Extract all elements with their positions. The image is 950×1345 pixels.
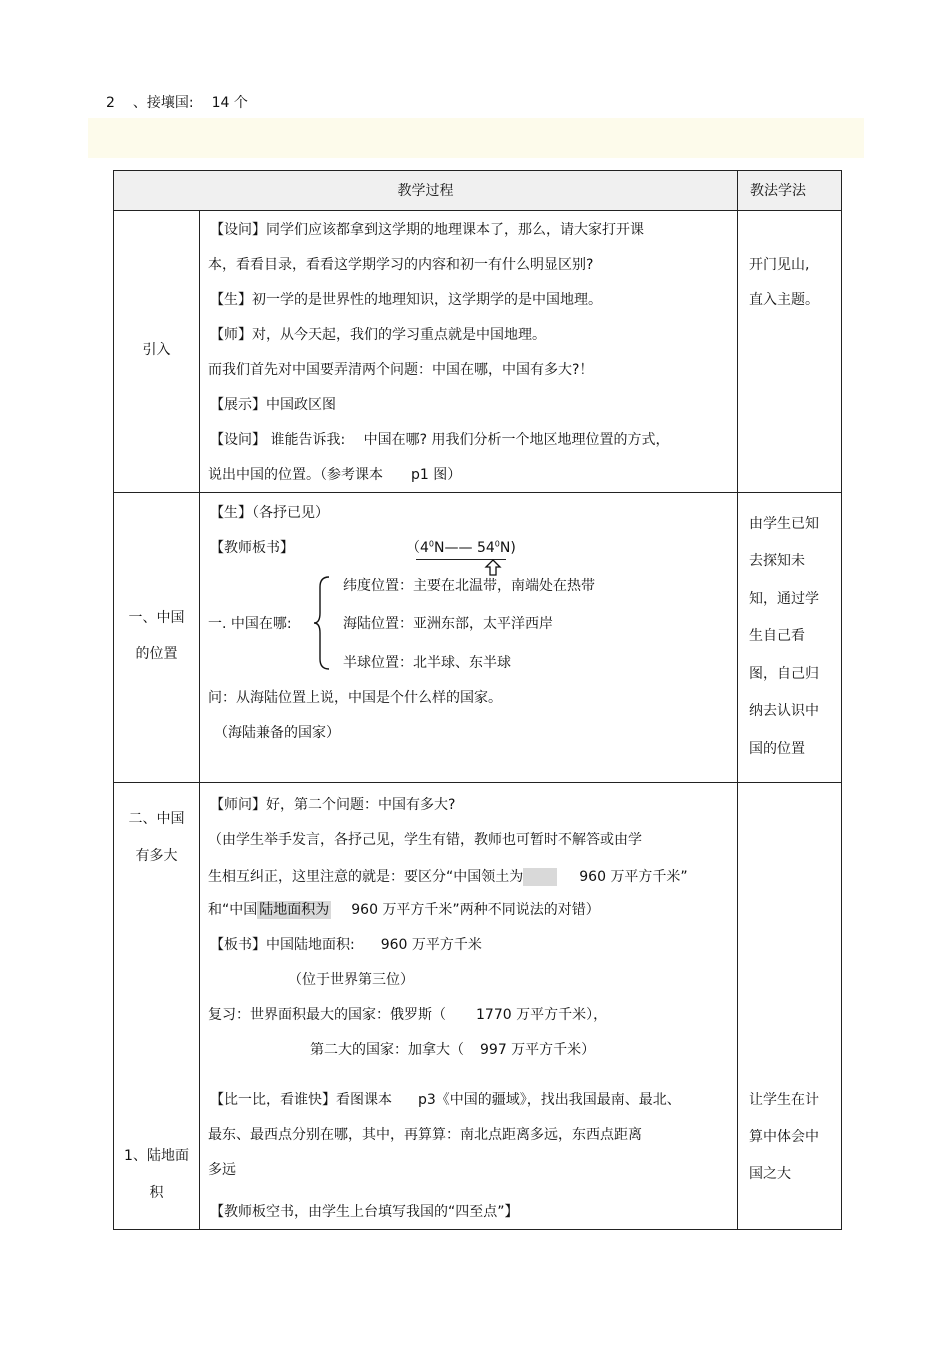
- where-label: 一. 中国在哪:: [208, 616, 292, 632]
- intro-line-6: 【展示】中国政区图: [210, 397, 336, 413]
- intro-method-cell: [738, 211, 842, 493]
- intro-content-cell: [200, 211, 738, 493]
- up-arrow-icon: [484, 559, 502, 577]
- degree-mark-1: 0: [428, 539, 435, 549]
- size-line-5b: 960 万平方千米: [380, 937, 482, 953]
- size-line-4c: 960 万平方千米”两种不同说法的对错）: [351, 902, 600, 918]
- location-content-cell: [200, 493, 738, 783]
- intro-row: [114, 211, 842, 493]
- item-number: 2: [106, 95, 115, 111]
- location-method-4: 生自己看: [749, 628, 805, 644]
- item-value: 14 个: [211, 95, 248, 111]
- size-method-1: 让学生在计: [749, 1092, 819, 1108]
- location-method-3: 知，通过学: [749, 591, 819, 607]
- size-line-7a: 复习：世界面积最大的国家：俄罗斯（: [208, 1007, 446, 1023]
- latitude-range-mid: N—— 54: [434, 540, 495, 556]
- size-line-5a: 【板书】中国陆地面积:: [210, 937, 355, 953]
- size-line-7: [208, 1008, 607, 1022]
- location-question: 问：从海陆位置上说，中国是个什么样的国家。: [208, 690, 502, 706]
- size-line-1: 【师问】好，第二个问题：中国有多大?: [210, 797, 456, 813]
- location-method-7: 国的位置: [749, 741, 805, 757]
- location-method-5: 图，自己归: [749, 666, 819, 682]
- stage-land-area-line-2: 积: [149, 1185, 164, 1201]
- item-label: 、接壤国:: [132, 95, 194, 111]
- size-line-7b: 1770 万平方千米），: [476, 1007, 608, 1023]
- size-line-8b: 997 万平方千米）: [480, 1042, 596, 1058]
- size-line-3a: 生相互纠正，这里注意的就是：要区分“中国领土为: [208, 869, 524, 885]
- curly-brace-icon: [312, 575, 332, 671]
- stage-location-line-2: 的位置: [135, 646, 178, 662]
- location-stage-cell: [114, 493, 200, 783]
- size-line-9: [210, 1093, 681, 1107]
- sea-land-position: 海陆位置：亚洲东部，太平洋西岸: [343, 616, 553, 632]
- stage-location-line-1: 一、中国: [128, 610, 185, 626]
- size-line-3: [208, 868, 688, 886]
- stage-land-area-line-1: 1、陆地面: [124, 1148, 189, 1164]
- header-teaching-process: 教学过程: [114, 171, 738, 211]
- size-line-12: 【教师板空书，由学生上台填写我国的“四至点”】: [210, 1204, 519, 1220]
- location-method-6: 纳去认识中: [749, 703, 819, 719]
- size-line-8a: 第二大的国家：加拿大（: [310, 1042, 464, 1058]
- size-method-3: 国之大: [749, 1166, 791, 1182]
- size-line-10: 最东、最西点分别在哪，其中，再算算：南北点距离多远，东西点距离: [208, 1127, 642, 1143]
- latitude-range: [406, 541, 516, 555]
- intro-line-2: 本，看看目录，看看这学期学习的内容和初一有什么明显区别?: [208, 257, 594, 273]
- size-line-5: [210, 938, 482, 952]
- table-header-row: [114, 171, 842, 211]
- size-method-cell: [738, 783, 842, 1230]
- size-line-8: [310, 1043, 595, 1057]
- location-method-2: 去探知未: [749, 553, 805, 569]
- intro-line-1: 【设问】同学们应该都拿到这学期的地理课本了，那么，请大家打开课: [210, 222, 644, 238]
- intro-line-3: 【生】初一学的是世界性的地理知识，这学期学的是中国地理。: [210, 292, 602, 308]
- size-row: [114, 783, 842, 1230]
- size-line-4a: 和“中国: [208, 902, 258, 918]
- location-answer: （海陆兼备的国家）: [214, 725, 340, 741]
- size-line-11: 多远: [208, 1162, 236, 1178]
- location-method-cell: [738, 493, 842, 783]
- intro-line-7: 【设问】 谁能告诉我: 中国在哪? 用我们分析一个地区地理位置的方式，: [210, 432, 670, 448]
- size-line-6: （位于世界第三位）: [288, 972, 414, 988]
- location-student: 【生】（各抒已见）: [210, 505, 329, 521]
- size-line-4b: 陆地面积为: [259, 902, 330, 918]
- size-content-cell: [200, 783, 738, 1230]
- intro-method-1: 开门见山,: [749, 257, 810, 273]
- location-row: [114, 493, 842, 783]
- stage-intro: 引入: [142, 342, 171, 358]
- latitude-position: 纬度位置：主要在北温带，南端处在热带: [343, 578, 595, 594]
- size-stage-cell: [114, 783, 200, 1230]
- intro-line-4: 【师】对，从今天起，我们的学习重点就是中国地理。: [210, 327, 546, 343]
- latitude-range-open: （4: [406, 540, 429, 556]
- size-line-3b: 960 万平方千米”: [579, 869, 688, 885]
- size-method-2: 算中体会中: [749, 1129, 819, 1145]
- intro-line-5: 而我们首先对中国要弄清两个问题：中国在哪，中国有多大?！: [208, 362, 594, 378]
- stage-size-line-2: 有多大: [135, 848, 178, 864]
- latitude-range-close: N): [499, 540, 516, 556]
- lesson-plan-table: [113, 170, 842, 1230]
- stage-size-line-1: 二、中国: [128, 811, 185, 827]
- size-line-9b: p3《中国的疆域》，找出我国最南、最北、: [418, 1092, 681, 1108]
- header-teaching-method: 教法学法: [738, 171, 842, 211]
- size-line-9a: 【比一比，看谁快】看图课本: [210, 1092, 392, 1108]
- highlight-box: [523, 868, 557, 886]
- location-method-1: 由学生已知: [749, 516, 819, 532]
- location-board-label: 【教师板书】: [210, 540, 294, 556]
- size-line-4: [208, 903, 600, 917]
- degree-mark-2: 0: [494, 539, 500, 549]
- hemisphere-position: 半球位置：北半球、东半球: [343, 655, 511, 671]
- intro-stage-cell: [114, 211, 200, 493]
- adjacent-countries-line: [106, 96, 248, 110]
- highlight-band: [88, 118, 864, 158]
- intro-method-2: 直入主题。: [749, 292, 819, 308]
- intro-line-8: 说出中国的位置。（参考课本 p1 图）: [208, 467, 462, 483]
- size-line-2: （由学生举手发言，各抒己见，学生有错，教师也可暂时不解答或由学: [208, 832, 642, 848]
